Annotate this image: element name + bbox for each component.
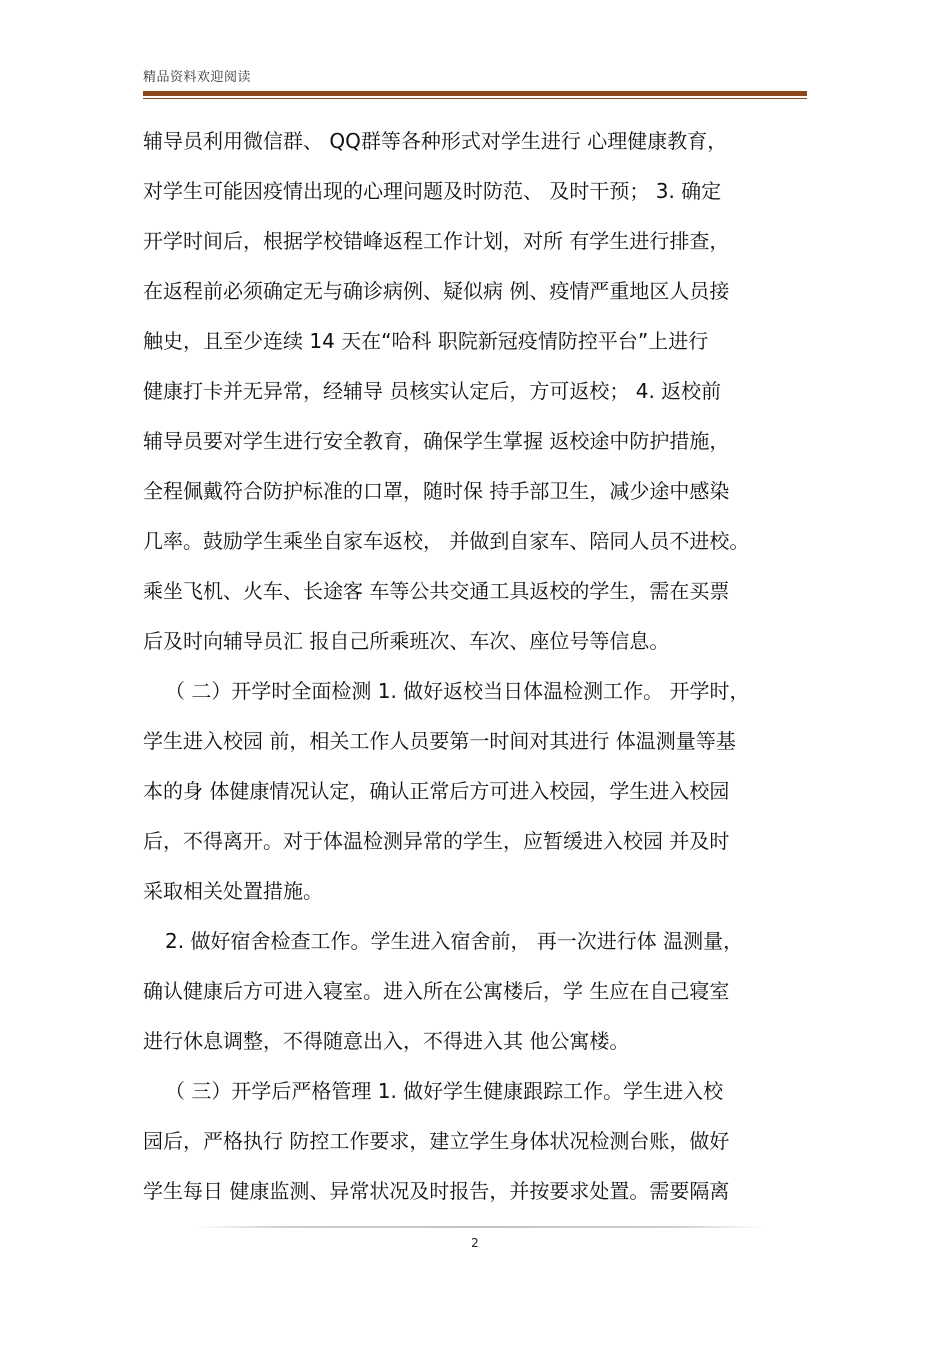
text-line: 触史，且至少连续 14 天在“哈科 职院新冠疫情防控平台”上进行 [143,329,709,353]
text-line: 辅导员要对学生进行安全教育，确保学生掌握 返校途中防护措施， [143,429,730,453]
document-body [143,116,807,1216]
header-rule [143,91,807,96]
text-line: 确认健康后方可进入寝室。进入所在公寓楼后，学 生应在自己寝室 [143,979,730,1003]
page-header: 精品资料欢迎阅读 [143,70,252,85]
section-heading-line: （ 三）开学后严格管理 1. 做好学生健康跟踪工作。学生进入校 [165,1079,724,1103]
text-line: 辅导员利用微信群、 QQ群等各种形式对学生进行 心理健康教育， [143,129,728,153]
text-line: 开学时间后，根据学校错峰返程工作计划，对所 有学生进行排查， [143,229,730,253]
text-line: 在返程前必须确定无与确诊病例、疑似病 例、疫情严重地区人员接 [143,279,730,303]
text-line: 后，不得离开。对于体温检测异常的学生，应暂缓进入校园 并及时 [143,829,730,853]
text-line: 进行休息调整，不得随意出入，不得进入其 他公寓楼。 [143,1029,630,1053]
text-line: 对学生可能因疫情出现的心理问题及时防范、 及时干预； 3. 确定 [143,179,722,203]
text-line: 学生每日 健康监测、异常状况及时报告，并按要求处置。需要隔离 [143,1179,730,1203]
text-line: 全程佩戴符合防护标准的口罩，随时保 持手部卫生，减少途中感染 [143,479,730,503]
text-line: 健康打卡并无异常，经辅导 员核实认定后，方可返校； 4. 返校前 [143,379,722,403]
section-heading-line: （ 二）开学时全面检测 1. 做好返校当日体温检测工作。 开学时， [165,679,750,703]
text-line: 园后，严格执行 防控工作要求，建立学生身体状况检测台账，做好 [143,1129,730,1153]
text-line: 采取相关处置措施。 [143,879,323,903]
text-line: 后及时向辅导员汇 报自己所乘班次、车次、座位号等信息。 [143,629,670,653]
text-line: 乘坐飞机、火车、长途客 车等公共交通工具返校的学生，需在买票 [143,579,730,603]
text-line: 本的身 体健康情况认定，确认正常后方可进入校园，学生进入校园 [143,779,730,803]
text-line: 几率。鼓励学生乘坐自家车返校， 并做到自家车、陪同人员不进校。 [143,529,750,553]
text-line: 学生进入校园 前，相关工作人员要第一时间对其进行 体温测量等基 [143,729,736,753]
footer-rule [195,1226,765,1228]
text-line: 2. 做好宿舍检查工作。学生进入宿舍前， 再一次进行体 温测量， [165,929,744,953]
page-number: 2 [471,1236,479,1250]
header-rule-thin [143,98,807,99]
